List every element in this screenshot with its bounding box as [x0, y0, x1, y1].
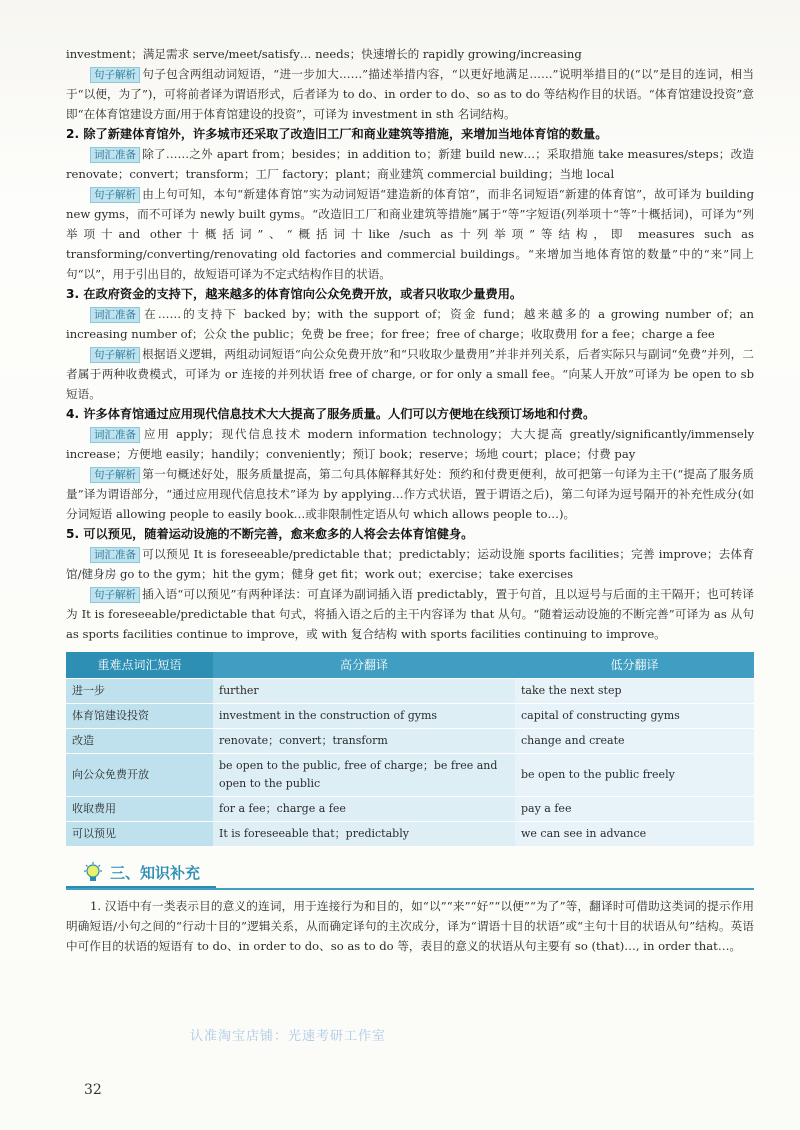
table-cell: 可以预见 — [66, 822, 213, 847]
analysis-2: 句子解析 由上句可知，本句“新建体育馆”实为动词短语“建造新的体育馆”，而非名词短语“新建的体育馆”，故可译为 building new gyms，而不可译为 newly built gyms。“改造旧工厂和商业建筑等措施”属于“等”字短语(列举项十“等”十概括词)，可译为“列举项十and other十概括词”、“概括词十like /such as十列举项”等结构，即 measures such as transforming/converting/renovating old factories and commercial buildings。“来增加当地体育馆的数量”中的“来”同上句“以”，用于引出目的，故短语可译为不定式结构作目的状语。 — [66, 187, 754, 281]
table-cell: 体育馆建设投资 — [66, 704, 213, 729]
watermark: 认准淘宝店铺：光速考研工作室 — [190, 1029, 387, 1044]
vocab-tag: 词汇准备 — [90, 147, 140, 163]
table-cell: 向公众免费开放 — [66, 754, 213, 797]
analysis-1: 句子解析 句子包含两组动词短语，“进一步加大……”描述举措内容，“以更好地满足……”说明举措目的(“以”是目的连词，相当于“以便，为了”)，可将前者译为谓语形式，后者译为 to do、in order to do、so as to do 等结构作目的状语。“体育馆建设投资”意即“在体育馆建设方面/用于体育馆建设的投资”，可译为 investment in sth 名词结构。 — [66, 67, 754, 121]
table-cell: renovate；convert；transform — [213, 729, 515, 754]
table-cell: take the next step — [515, 679, 754, 704]
table-cell: further — [213, 679, 515, 704]
sentence-2: 2. 除了新建体育馆外，许多城市还采取了改造旧工厂和商业建筑等措施，来增加当地体育馆的数量。 — [66, 127, 608, 141]
table-cell: change and create — [515, 729, 754, 754]
vocab-3: 词汇准备 在……的支持下 backed by；with the support of；资金 fund；越来越多的 a growing number of；an increasing number of；公众 the public；免费 be free；for free；free of charge；收取费用 for a fee；charge a fee — [66, 307, 754, 341]
vocab-tag: 词汇准备 — [90, 427, 140, 443]
lightbulb-icon — [82, 862, 104, 884]
table-header-low-score: 低分翻译 — [515, 652, 754, 679]
table-row — [66, 679, 754, 704]
table-row — [66, 797, 754, 822]
analysis-4: 句子解析 第一句概述好处，服务质量提高，第二句具体解释其好处：预约和付费更便利，故可把第一句译为主干(“提高了服务质量”译为谓语部分，“通过应用现代信息技术”译为 by applying…作方式状语，置于谓语之后)，第二句译为逗号隔开的补充性成分(如分词短语 allowing people to easily book…或非限制性定语从句 which allows people to…)。 — [66, 467, 754, 521]
vocab-2: 词汇准备 除了……之外 apart from；besides；in addition to；新建 build new…；采取措施 take measures/steps；改造 renovate；convert；transform；工厂 factory；plant；商业建筑 commercial building；当地 local — [66, 147, 754, 181]
section-underline — [66, 886, 216, 888]
vocab-comparison-table — [66, 652, 754, 846]
vocab-5: 词汇准备 可以预见 It is foreseeable/predictable that；predictably；运动设施 sports facilities；完善 improve；去体育馆/健身房 go to the gym；hit the gym；健身 get fit；work out；exercise；take exercises — [66, 547, 754, 581]
sentence-4: 4. 许多体育馆通过应用现代信息技术大大提高了服务质量。人们可以方便地在线预订场地和付费。 — [66, 407, 596, 421]
table-header-high-score: 高分翻译 — [213, 652, 515, 679]
analysis-3: 句子解析 根据语义逻辑，两组动词短语“向公众免费开放”和“只收取少量费用”并非并列关系，后者实际只与副词“免费”并列，二者属于两种收费模式，可译为 or 连接的并列状语 free of charge, or for only a small fee。“向某人开放”可译为 be open to sb 短语。 — [66, 347, 754, 401]
analysis-tag: 句子解析 — [90, 67, 140, 83]
knowledge-point-1: 1. 汉语中有一类表示目的意义的连词，用于连接行为和目的，如“以”“来”“好”“以便”“为了”等，翻译时可借助这类词的提示作用明确短语/小句之间的“行动十目的”逻辑关系，从而确定译句的主次成分，译为“谓语十目的状语”或“主句十目的状语从句”结构。英语中可作目的状语的短语有 to do、in order to do、so as to do 等，表目的意义的状语从句主要有 so (that)…, in order that…。 — [66, 899, 754, 953]
analysis-tag: 句子解析 — [90, 467, 140, 483]
table-cell: 收取费用 — [66, 797, 213, 822]
table-cell: for a fee；charge a fee — [213, 797, 515, 822]
table-cell: investment in the construction of gyms — [213, 704, 515, 729]
table-cell: be open to the public, free of charge；be free and open to the public — [213, 754, 515, 797]
table-cell: we can see in advance — [515, 822, 754, 847]
sentence-5: 5. 可以预见，随着运动设施的不断完善，愈来愈多的人将会去体育馆健身。 — [66, 527, 474, 541]
page-number: 32 — [84, 1082, 102, 1098]
analysis-tag: 句子解析 — [90, 187, 140, 203]
analysis-tag: 句子解析 — [90, 587, 140, 603]
sentence-3: 3. 在政府资金的支持下，越来越多的体育馆向公众免费开放，或者只收取少量费用。 — [66, 287, 523, 301]
table-cell: be open to the public freely — [515, 754, 754, 797]
table-row — [66, 729, 754, 754]
table-cell: capital of constructing gyms — [515, 704, 754, 729]
table-row — [66, 754, 754, 797]
table-header-row — [66, 652, 754, 679]
analysis-tag: 句子解析 — [90, 347, 140, 363]
table-cell: pay a fee — [515, 797, 754, 822]
table-cell: 进一步 — [66, 679, 213, 704]
table-cell: 改造 — [66, 729, 213, 754]
paragraph-vocab-cont: investment；满足需求 serve/meet/satisfy… needs；快速增长的 rapidly growing/increasing — [66, 47, 582, 61]
vocab-4: 词汇准备 应用 apply；现代信息技术 modern information technology；大大提高 greatly/significantly/immensely increase；方便地 easily；handily；conveniently；预订 book；reserve；场地 court；place；付费 pay — [66, 427, 754, 461]
analysis-5: 句子解析 插入语“可以预见”有两种译法：可直译为副词插入语 predictably，置于句首，且以逗号与后面的主干隔开；也可转译为 It is foreseeable/predictable that 句式，将插入语之后的主干内容译为 that 从句。“随着运动设施的不断完善”可译为 as 从句 as sports facilities continue to improve，或 with 复合结构 with sports facilities continuing to improve。 — [66, 587, 754, 641]
document-body — [66, 44, 754, 956]
table-row — [66, 822, 754, 847]
table-header-key-phrases: 重难点词汇短语 — [66, 652, 213, 679]
vocab-tag: 词汇准备 — [90, 307, 140, 323]
section-title: 三、知识补充 — [110, 864, 201, 882]
table-cell: It is foreseeable that；predictably — [213, 822, 515, 847]
table-row — [66, 704, 754, 729]
vocab-tag: 词汇准备 — [90, 547, 140, 563]
section-header-knowledge — [66, 860, 754, 890]
